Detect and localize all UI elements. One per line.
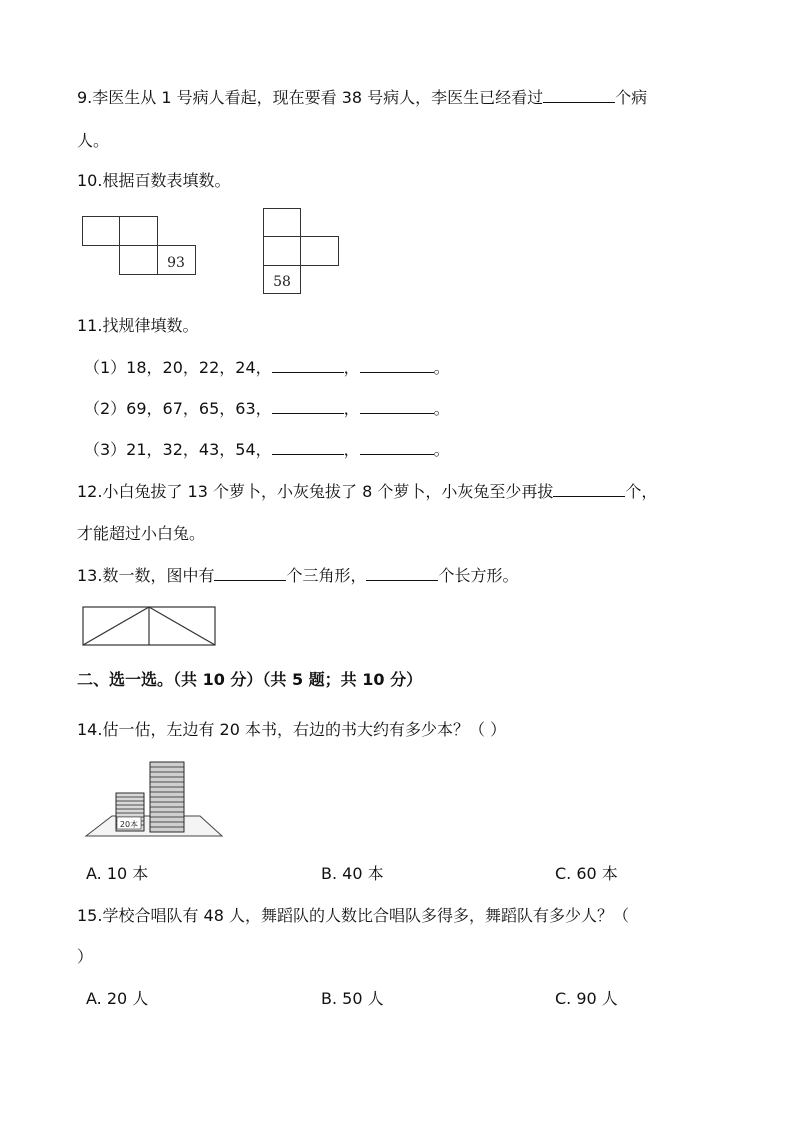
q11-item-2 xyxy=(84,397,450,421)
q12-line2: 才能超过小白兔。 xyxy=(77,524,206,543)
q9-answer-blank[interactable] xyxy=(543,86,615,103)
section-2-heading: 二、选一选。（共 10 分）（共 5 题；共 10 分） xyxy=(77,670,423,689)
q14-option-a[interactable]: A. 10 本 xyxy=(86,864,149,883)
q11-item-1-blank-1[interactable] xyxy=(272,356,344,373)
grid1-value: 93 xyxy=(167,255,185,271)
q9-line1 xyxy=(77,86,647,110)
q11-item-2-sep: ， xyxy=(343,399,360,418)
q12-text-end: 个， xyxy=(625,482,658,501)
q13-rectangle-blank[interactable] xyxy=(366,564,438,581)
grid1-cell-b xyxy=(120,217,158,246)
q11-item-2-blank-2[interactable] xyxy=(360,397,434,414)
q15-line1: 15.学校合唱队有 48 人，舞蹈队的人数比合唱队多得多，舞蹈队有多少人？（ xyxy=(77,906,629,925)
q14-book-stacks-image xyxy=(86,758,226,840)
hundred-grid-fragment-2 xyxy=(263,208,343,296)
q11-item-3-sequence: （3）21，32，43，54， xyxy=(84,440,272,459)
q10-text: 10.根据百数表填数。 xyxy=(77,171,231,190)
q13-text-c: 个长方形。 xyxy=(438,566,519,585)
q11-item-1-blank-2[interactable] xyxy=(360,356,434,373)
q14-option-b[interactable]: B. 40 本 xyxy=(321,864,384,883)
q14-option-c[interactable]: C. 60 本 xyxy=(555,864,618,883)
q9-line2: 人。 xyxy=(77,131,110,150)
grid1-cell-c xyxy=(120,246,158,275)
grid2-value: 58 xyxy=(273,274,291,290)
q11-item-2-sequence: （2）69，67，65，63， xyxy=(84,399,272,418)
q9-text: 9.李医生从 1 号病人看起，现在要看 38 号病人，李医生已经看过 xyxy=(77,88,544,107)
q9-text-end: 个病 xyxy=(615,88,648,107)
q11-item-3 xyxy=(84,438,450,462)
q15-option-a[interactable]: A. 20 人 xyxy=(86,989,149,1008)
q15-option-c[interactable]: C. 90 人 xyxy=(555,989,618,1008)
q13-text-a: 13.数一数，图中有 xyxy=(77,566,215,585)
q11-item-3-sep: ， xyxy=(343,440,360,459)
q11-item-3-blank-2[interactable] xyxy=(360,438,434,455)
grid2-cell-a xyxy=(264,209,301,237)
q11-item-2-end: 。 xyxy=(433,399,450,418)
q11-item-1 xyxy=(84,356,450,380)
q11-item-3-end: 。 xyxy=(433,440,450,459)
grid2-cell-c xyxy=(301,237,339,266)
q13-shape-figure xyxy=(82,606,218,648)
q14-text: 14.估一估，左边有 20 本书，右边的书大约有多少本？（ ） xyxy=(77,720,507,739)
grid1-cell-a xyxy=(83,217,120,246)
q15-option-b[interactable]: B. 50 人 xyxy=(321,989,384,1008)
q15-line2: ） xyxy=(77,947,94,966)
q11-item-1-sep: ， xyxy=(343,358,360,377)
q11-text: 11.找规律填数。 xyxy=(77,316,199,335)
grid2-cell-b xyxy=(264,237,301,266)
q13-text-b: 个三角形， xyxy=(286,566,367,585)
q14-book-label: 20本 xyxy=(119,820,139,829)
q11-item-1-end: 。 xyxy=(433,358,450,377)
q11-item-2-blank-1[interactable] xyxy=(272,397,344,414)
q12-text: 12.小白兔拔了 13 个萝卜，小灰兔拔了 8 个萝卜，小灰兔至少再拔 xyxy=(77,482,554,501)
q12-line1 xyxy=(77,480,657,504)
q13-triangle-blank[interactable] xyxy=(214,564,286,581)
q11-item-3-blank-1[interactable] xyxy=(272,438,344,455)
q11-item-1-sequence: （1）18，20，22，24， xyxy=(84,358,272,377)
hundred-grid-fragment-1 xyxy=(82,216,200,276)
q13-line xyxy=(77,564,518,588)
q12-answer-blank[interactable] xyxy=(553,480,625,497)
